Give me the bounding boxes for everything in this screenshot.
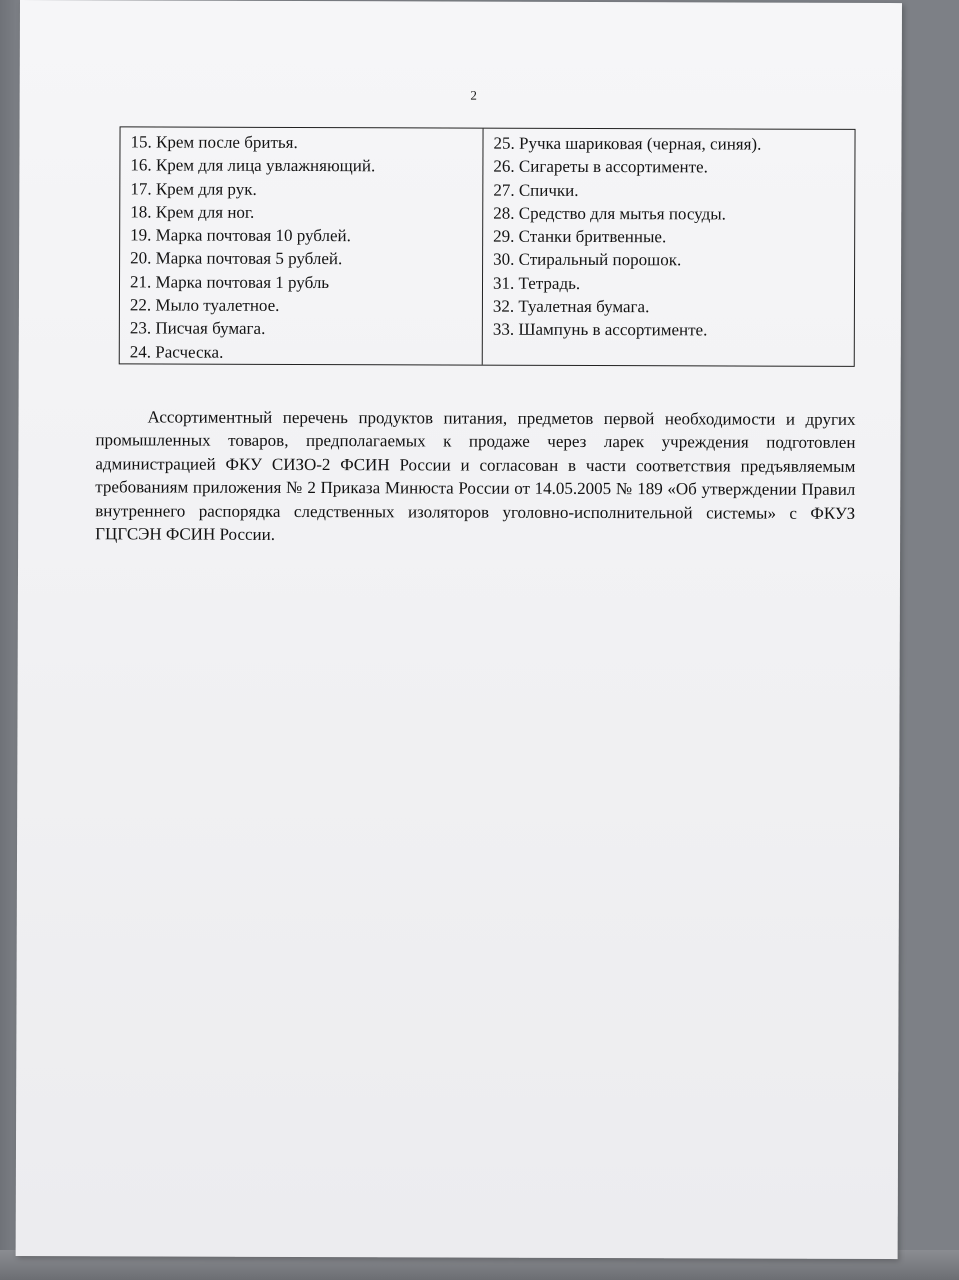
- list-item: 23. Писчая бумага.: [129, 318, 266, 339]
- list-item: 33. Шампунь в ассортименте.: [492, 320, 708, 340]
- goods-table: [119, 126, 856, 367]
- list-item: 15. Крем после бритья.: [130, 132, 298, 152]
- list-item: 19. Марка почтовая 10 рублей.: [130, 225, 351, 246]
- list-item: 22. Мыло туалетное.: [129, 295, 280, 315]
- list-item: 28. Средство для мытья посуды.: [493, 203, 726, 224]
- page-number: 2: [470, 87, 477, 103]
- list-item: 20. Марка почтовая 5 рублей.: [130, 248, 343, 269]
- goods-table-left-column: [120, 127, 484, 364]
- approval-paragraph: Ассортиментный перечень продуктов питания, предметов первой необходимости и других промышленных товаров, предполагаемых к продаже через ларек учреждения подготовлен администрацией ФКУ СИЗО-2 ФСИН России и согласован в части соответствия предъявляемым требованиям приложения № 2 Приказа Минюста России от 14.05.2005 № 189 «Об утверждении Правил внутреннего распорядка следственных изоляторов уголовно-исполнительной системы» с ФКУЗ ГЦГСЭН ФСИН России.: [95, 407, 856, 544]
- goods-table-right-column: [483, 129, 855, 366]
- paper-sheet: [16, 0, 902, 1259]
- list-item: 25. Ручка шариковая (черная, синяя).: [493, 133, 762, 154]
- list-item: 21. Марка почтовая 1 рубль: [129, 272, 330, 292]
- list-item: 29. Станки бритвенные.: [493, 226, 667, 247]
- list-item: 31. Тетрадь.: [492, 273, 581, 293]
- list-item: 30. Стиральный порошок.: [493, 250, 682, 270]
- list-item: 18. Крем для ног.: [130, 202, 255, 222]
- list-item: 26. Сигареты в ассортименте.: [493, 156, 708, 177]
- list-item: 17. Крем для рук.: [130, 178, 257, 199]
- list-item: 16. Крем для лица увлажняющий.: [130, 155, 376, 176]
- list-item: 32. Туалетная бумага.: [492, 296, 650, 317]
- list-item: 27. Спички.: [493, 180, 579, 200]
- list-item: 24. Расческа.: [129, 342, 224, 362]
